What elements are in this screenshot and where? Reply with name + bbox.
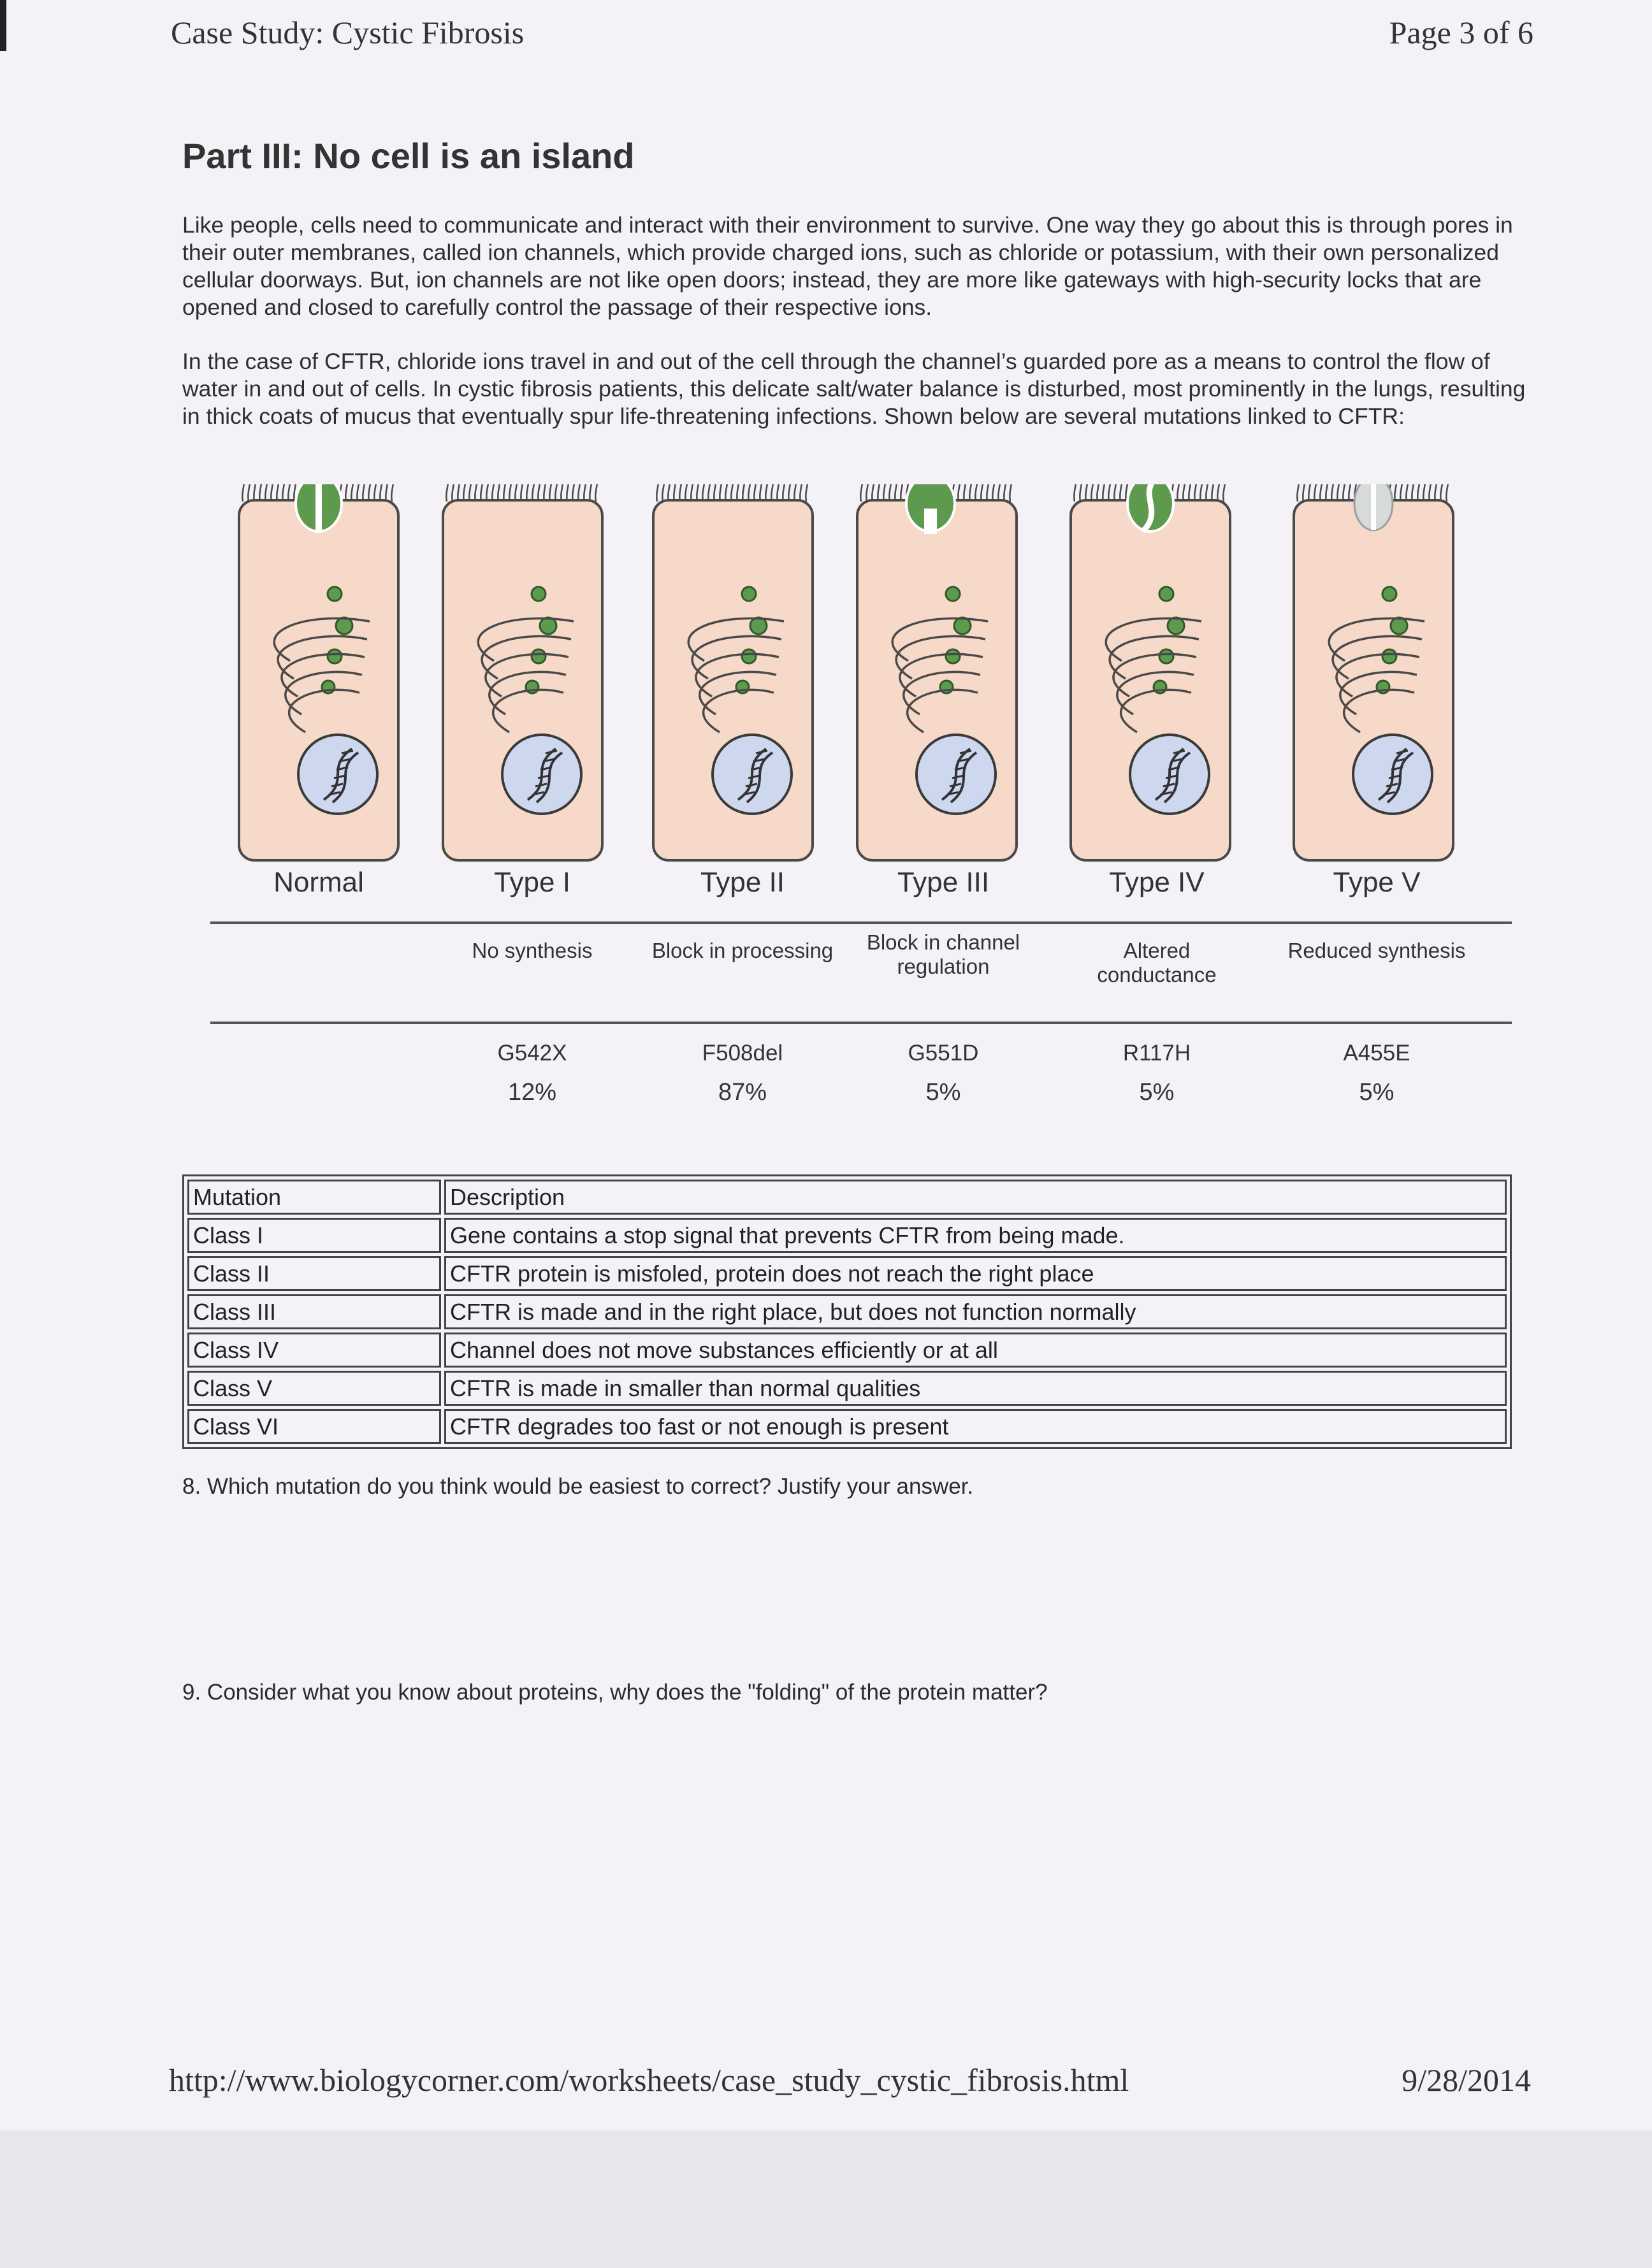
mutation-class-cell: Class IV (187, 1333, 441, 1368)
mutation-class-cell: Class V (187, 1371, 441, 1406)
mutation-description-cell: CFTR is made and in the right place, but does not function normally (444, 1294, 1507, 1329)
mutation-frequency: 5% (925, 1079, 961, 1106)
mutation-code: G542X (497, 1041, 567, 1065)
mutation-class-cell: Class VI (187, 1409, 441, 1444)
mutation-description-cell: CFTR is made in smaller than normal qualities (444, 1371, 1507, 1406)
cell-diagram (653, 484, 813, 860)
defect-description: Block in processing (651, 939, 834, 962)
mutation-frequency: 5% (1359, 1079, 1395, 1106)
cell-diagram (443, 484, 602, 860)
cell-type-label: Type III (897, 867, 990, 898)
blocked-gate (924, 509, 937, 534)
mutation-frequency: 5% (1139, 1079, 1175, 1106)
protein-vesicle (328, 587, 342, 601)
mutation-code: F508del (702, 1041, 783, 1065)
table-row (187, 1294, 1507, 1329)
scan-edge-mark (0, 0, 6, 51)
cell-diagram (1294, 484, 1453, 860)
cell-type-label: Type IV (1109, 867, 1205, 898)
footer-url: http://www.biologycorner.com/worksheets/case_study_cystic_fibrosis.html (169, 2062, 1129, 2098)
header-page-number: Page 3 of 6 (1389, 15, 1533, 50)
cell-diagram (1071, 484, 1230, 860)
question-8: 8. Which mutation do you think would be easiest to correct? Justify your answer. (182, 1474, 974, 1499)
mutation-description-cell: CFTR degrades too fast or not enough is present (444, 1409, 1507, 1444)
mutation-frequency: 87% (718, 1079, 767, 1106)
mutation-class-table (182, 1174, 1512, 1449)
cilia (446, 484, 597, 502)
mutation-class-cell: Class I (187, 1218, 441, 1253)
mutation-code: G551D (908, 1041, 979, 1065)
header-title: Case Study: Cystic Fibrosis (171, 15, 525, 50)
defect-description: Altered conductance (1097, 939, 1217, 986)
table-row (187, 1371, 1507, 1406)
mutation-description-cell: CFTR protein is misfoled, protein does not reach the right place (444, 1256, 1507, 1291)
table-row (187, 1409, 1507, 1444)
protein-vesicle (1159, 587, 1173, 601)
mutation-code: R117H (1122, 1041, 1191, 1065)
cell-diagram (239, 484, 398, 860)
table-row (187, 1256, 1507, 1291)
protein-vesicle (328, 649, 342, 663)
footer-date: 9/28/2014 (1402, 2062, 1531, 2098)
question-9: 9. Consider what you know about proteins, why does the "folding" of the protein matter? (182, 1680, 1048, 1705)
channel-pore (315, 484, 322, 533)
protein-vesicle (946, 649, 960, 663)
mutation-description-cell: Channel does not move substances efficiently or at all (444, 1333, 1507, 1368)
header-cell-mutation: Mutation (187, 1180, 441, 1215)
mutation-class-cell: Class II (187, 1256, 441, 1291)
scan-margin (0, 2130, 1652, 2268)
cftr-mutation-figure (210, 484, 1485, 879)
intro-paragraph: Like people, cells need to communicate and interact with their environment to survive. One way they go about this is through pores in their outer membranes, called ion channels, which provide charged ions, such as chloride or potassium, with their own personalized cellular doorways. But, ion channels are not like open doors; instead, they are more like gateways with high-security locks that are opened and closed to carefully control the passage of their respective ions. (182, 212, 1513, 320)
protein-vesicle (532, 587, 546, 601)
cell-type-label: Type I (494, 867, 570, 898)
defect-description: Reduced synthesis (1287, 939, 1466, 962)
protein-vesicle (946, 587, 960, 601)
table-header-row (187, 1180, 1507, 1215)
mutation-code: A455E (1343, 1041, 1410, 1065)
cell-type-label: Type V (1333, 867, 1421, 898)
protein-vesicle (1159, 649, 1173, 663)
defect-description: Block in channel regulation (866, 930, 1020, 978)
section-title: Part III: No cell is an island (182, 136, 635, 176)
cell-type-label: Normal (273, 867, 364, 898)
figure-divider-bottom (210, 1022, 1512, 1024)
mutation-class-cell: Class III (187, 1294, 441, 1329)
mutation-description-cell: Gene contains a stop signal that prevents CFTR from being made. (444, 1218, 1507, 1253)
defect-description: No synthesis (472, 939, 593, 962)
cilia (656, 484, 808, 502)
table-row (187, 1333, 1507, 1368)
header-cell-description: Description (444, 1180, 1507, 1215)
table-row (187, 1218, 1507, 1253)
cell-diagram (857, 484, 1017, 860)
cell-type-label: Type II (700, 867, 785, 898)
protein-vesicle (742, 649, 756, 663)
protein-vesicle (1382, 649, 1396, 663)
figure-divider-top (210, 921, 1512, 924)
cftr-paragraph: In the case of CFTR, chloride ions travel in and out of the cell through the channel’s guarded pore as a means to control the flow of water in and out of cells. In cystic fibrosis patients, this delicate salt/water balance is disturbed, most prominently in the lungs, resulting in thick coats of mucus that eventually spur life-threatening infections. Shown below are several mutations linked to CFTR: (182, 349, 1526, 429)
protein-vesicle (532, 649, 546, 663)
channel-pore (1371, 484, 1376, 530)
mutation-frequency: 12% (507, 1079, 557, 1106)
protein-vesicle (1382, 587, 1396, 601)
protein-vesicle (742, 587, 756, 601)
